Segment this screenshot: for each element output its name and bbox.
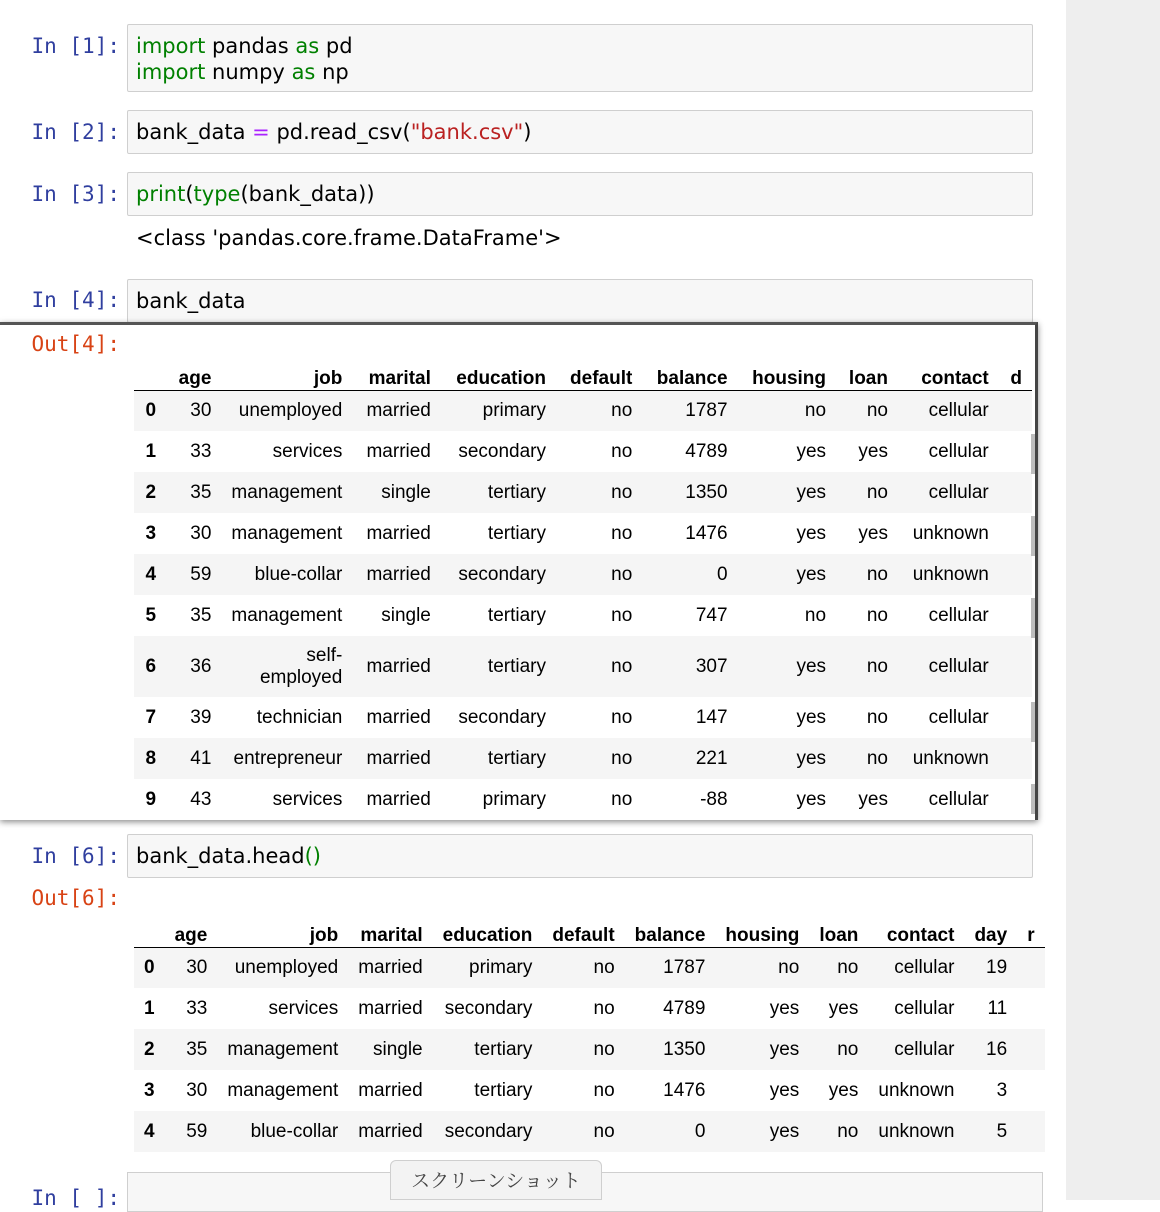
table-row xyxy=(134,513,1032,554)
table-cell: no xyxy=(778,956,800,978)
scroll-indicator-3 xyxy=(1031,598,1035,638)
table-cell: no xyxy=(804,604,827,626)
cell-6-input[interactable] xyxy=(127,834,1033,878)
table-cell-clipped xyxy=(999,779,1032,820)
table-cell: technician xyxy=(256,706,343,728)
table-cell: yes xyxy=(769,997,800,1019)
table-cell: yes xyxy=(828,997,859,1019)
table-cell: services xyxy=(272,440,343,462)
table-cell: primary xyxy=(482,788,546,810)
table-cell: single xyxy=(372,1038,423,1060)
table-cell: married xyxy=(366,440,431,462)
table-cell-clipped xyxy=(1017,1029,1044,1070)
table-cell: 1350 xyxy=(663,1038,706,1060)
column-header: contact xyxy=(868,911,964,947)
column-header: balance xyxy=(642,356,737,390)
table-cell: no xyxy=(611,440,633,462)
table-cell: no xyxy=(866,563,888,585)
paren-1: ( xyxy=(185,182,194,206)
table-row xyxy=(134,554,1032,595)
table-row xyxy=(134,697,1032,738)
table-cell: 5 xyxy=(996,1120,1008,1142)
cell-1-input[interactable] xyxy=(127,24,1033,92)
table-cell: yes xyxy=(769,1079,800,1101)
table-cell-clipped xyxy=(999,390,1032,431)
table-cell-clipped xyxy=(999,738,1032,779)
table-cell: tertiary xyxy=(474,1038,533,1060)
table-cell: unknown xyxy=(912,563,989,585)
table-cell: married xyxy=(366,788,431,810)
table-cell: 1787 xyxy=(663,956,706,978)
table-cell: married xyxy=(358,956,423,978)
table-cell: 30 xyxy=(186,1079,208,1101)
table-cell: cellular xyxy=(928,604,989,626)
table-cell: tertiary xyxy=(487,522,546,544)
table-cell: unknown xyxy=(878,1079,955,1101)
table-cell-clipped xyxy=(999,554,1032,595)
table-cell: no xyxy=(804,399,827,421)
column-header: job xyxy=(217,911,348,947)
table-cell: yes xyxy=(858,788,888,810)
table-cell: primary xyxy=(469,956,533,978)
cell-3-stdout: <class 'pandas.core.frame.DataFrame'> xyxy=(136,226,562,250)
table-cell: blue-collar xyxy=(250,1120,339,1142)
table-cell: no xyxy=(611,747,633,769)
table-cell: cellular xyxy=(928,788,989,810)
table-row xyxy=(134,472,1032,513)
table-cell: married xyxy=(366,399,431,421)
row-index: 4 xyxy=(144,1120,155,1142)
table-cell: no xyxy=(593,997,615,1019)
row-index: 0 xyxy=(144,956,155,978)
fn-print: print xyxy=(136,182,186,206)
table-cell: management xyxy=(231,481,343,503)
table-cell: no xyxy=(866,481,888,503)
right-gutter xyxy=(1066,0,1160,1200)
table-cell-clipped xyxy=(1017,988,1044,1029)
row-index: 3 xyxy=(144,1079,155,1101)
cell-4-input[interactable]: bank_data xyxy=(127,279,1033,323)
column-header: age xyxy=(165,911,218,947)
table-cell: yes xyxy=(796,655,827,677)
table-cell: yes xyxy=(769,1120,800,1142)
table-cell: married xyxy=(366,747,431,769)
table-cell: 59 xyxy=(186,1120,208,1142)
kw-as-2: as xyxy=(291,60,316,84)
column-header: day xyxy=(964,911,1017,947)
table-cell: no xyxy=(837,1120,859,1142)
row-index: 1 xyxy=(145,440,157,462)
cell-2-prompt: In [2]: xyxy=(31,120,120,144)
table-cell-clipped xyxy=(999,431,1032,472)
column-header: default xyxy=(556,356,642,390)
table-cell: 59 xyxy=(190,563,212,585)
table-cell: married xyxy=(358,997,423,1019)
code-call: pd.read_csv( xyxy=(269,120,411,144)
column-header: job xyxy=(221,356,352,390)
table-cell: 147 xyxy=(695,706,728,728)
table-cell: 307 xyxy=(695,655,728,677)
table-row xyxy=(134,947,1045,988)
table-cell: married xyxy=(366,706,431,728)
table-cell: 1350 xyxy=(685,481,728,503)
row-index: 8 xyxy=(145,747,157,769)
table-row xyxy=(134,1029,1045,1070)
column-header: age xyxy=(166,356,221,390)
column-header: housing xyxy=(738,356,837,390)
table-cell: 30 xyxy=(186,956,208,978)
row-index: 2 xyxy=(144,1038,155,1060)
table-cell: yes xyxy=(828,1079,859,1101)
row-index: 1 xyxy=(144,997,155,1019)
column-header: marital xyxy=(348,911,432,947)
table-cell: tertiary xyxy=(487,604,546,626)
table-cell: unknown xyxy=(878,1120,955,1142)
code-close: ) xyxy=(523,120,532,144)
table-cell: no xyxy=(611,481,633,503)
table-cell: unemployed xyxy=(234,956,339,978)
table-row xyxy=(134,988,1045,1029)
scroll-indicator-4 xyxy=(1031,702,1035,742)
table-cell: yes xyxy=(796,747,827,769)
table-cell: primary xyxy=(482,399,546,421)
table-cell: 1476 xyxy=(685,522,728,544)
table-cell: no xyxy=(611,563,633,585)
table-cell: single xyxy=(381,604,431,626)
table-row xyxy=(134,738,1032,779)
paren-3: )) xyxy=(358,182,375,206)
table-cell: yes xyxy=(796,481,827,503)
column-header: contact xyxy=(898,356,999,390)
cell-3-prompt: In [3]: xyxy=(31,182,120,206)
table-cell: yes xyxy=(796,440,827,462)
table-cell: blue-collar xyxy=(254,563,343,585)
row-index: 7 xyxy=(145,706,157,728)
table-cell: married xyxy=(366,655,431,677)
table-cell: unknown xyxy=(912,522,989,544)
table-cell-clipped xyxy=(1017,947,1044,988)
fn-type: type xyxy=(193,182,241,206)
table-cell: secondary xyxy=(444,997,533,1019)
table-cell: no xyxy=(611,399,633,421)
table-cell: no xyxy=(593,1079,615,1101)
dataframe-table-6 xyxy=(134,911,1045,1152)
code-var: bank_data xyxy=(136,120,253,144)
table-cell: no xyxy=(593,1120,615,1142)
table-cell: 43 xyxy=(190,788,212,810)
table-cell: services xyxy=(272,788,343,810)
column-header: education xyxy=(433,911,543,947)
table-cell-clipped xyxy=(999,513,1032,554)
table-cell: no xyxy=(611,604,633,626)
table-cell: 36 xyxy=(190,655,212,677)
kw-import-1: import xyxy=(136,34,206,58)
table-cell: no xyxy=(611,788,633,810)
module-numpy: numpy xyxy=(212,60,285,84)
table-cell-clipped xyxy=(1017,1111,1044,1152)
table-cell: yes xyxy=(858,440,888,462)
column-header: housing xyxy=(715,911,809,947)
table-cell: unknown xyxy=(912,747,989,769)
table-cell: yes xyxy=(769,1038,800,1060)
scroll-indicator-5 xyxy=(1031,784,1035,814)
table-cell: 0 xyxy=(716,563,728,585)
table-cell: married xyxy=(358,1120,423,1142)
row-index: 2 xyxy=(145,481,157,503)
table-cell: 0 xyxy=(694,1120,706,1142)
table-cell: no xyxy=(593,1038,615,1060)
column-header: education xyxy=(441,356,556,390)
kw-import-2: import xyxy=(136,60,206,84)
table-cell: yes xyxy=(796,788,827,810)
table-cell: no xyxy=(866,706,888,728)
column-header: default xyxy=(542,911,624,947)
table-cell: tertiary xyxy=(487,747,546,769)
arg-bank-data: bank_data xyxy=(248,182,359,206)
table-cell-clipped xyxy=(999,595,1032,636)
row-index: 4 xyxy=(145,563,157,585)
table-cell: married xyxy=(366,563,431,585)
table-cell: no xyxy=(593,956,615,978)
cell-1-prompt: In [1]: xyxy=(31,34,120,58)
table-cell: no xyxy=(837,1038,859,1060)
alias-np: np xyxy=(322,60,349,84)
table-row xyxy=(134,1070,1045,1111)
cell-6-prompt: In [6]: xyxy=(31,844,120,868)
table-cell: cellular xyxy=(928,481,989,503)
table-row xyxy=(134,431,1032,472)
table-cell: cellular xyxy=(928,440,989,462)
table-cell-clipped xyxy=(999,636,1032,697)
index-header xyxy=(134,911,165,947)
table-cell: management xyxy=(227,1079,339,1101)
table-cell: 1476 xyxy=(663,1079,706,1101)
cell-2-input[interactable] xyxy=(127,110,1033,154)
table-cell: 3 xyxy=(996,1079,1008,1101)
column-header: loan xyxy=(809,911,868,947)
row-index: 9 xyxy=(145,788,157,810)
table-row xyxy=(134,779,1032,820)
table-cell: 4789 xyxy=(685,440,728,462)
table-cell: secondary xyxy=(458,563,546,585)
table-cell: 39 xyxy=(190,706,212,728)
code-string: "bank.csv" xyxy=(410,120,524,144)
table-cell: no xyxy=(837,956,859,978)
table-cell: 30 xyxy=(190,522,212,544)
table-cell: 11 xyxy=(987,997,1008,1019)
table-row xyxy=(134,390,1032,431)
table-cell: no xyxy=(611,706,633,728)
table-cell: services xyxy=(268,997,339,1019)
table-cell: 35 xyxy=(190,604,212,626)
table-cell: 19 xyxy=(986,956,1008,978)
table-cell: no xyxy=(611,655,633,677)
cell-6-out-prompt: Out[6]: xyxy=(31,886,120,910)
table-cell: yes xyxy=(796,563,827,585)
table-cell: cellular xyxy=(894,956,955,978)
table-cell: no xyxy=(866,604,888,626)
table-cell: tertiary xyxy=(487,481,546,503)
table-cell-clipped xyxy=(999,472,1032,513)
table-cell: no xyxy=(611,522,633,544)
table-cell: self-employed xyxy=(259,644,343,688)
table-cell: cellular xyxy=(928,399,989,421)
table-cell: married xyxy=(358,1079,423,1101)
row-index: 3 xyxy=(145,522,157,544)
table-cell: tertiary xyxy=(487,655,546,677)
table-cell: 33 xyxy=(190,440,212,462)
table-cell: management xyxy=(227,1038,339,1060)
column-header: loan xyxy=(836,356,898,390)
paren-2: ( xyxy=(240,182,249,206)
table-row xyxy=(134,636,1032,697)
module-pandas: pandas xyxy=(212,34,289,58)
kw-as-1: as xyxy=(295,34,320,58)
table-cell: secondary xyxy=(444,1120,533,1142)
table-cell: 221 xyxy=(695,747,728,769)
dataframe-table-4 xyxy=(134,356,1032,820)
code-eq: = xyxy=(252,120,270,144)
screenshot-tab[interactable]: スクリーンショット xyxy=(390,1160,602,1200)
table-cell: tertiary xyxy=(474,1079,533,1101)
table-row xyxy=(134,595,1032,636)
row-index: 5 xyxy=(145,604,157,626)
column-header: balance xyxy=(625,911,716,947)
table-cell: -88 xyxy=(700,788,728,810)
row-index: 6 xyxy=(145,655,157,677)
table-cell: entrepreneur xyxy=(233,747,343,769)
table-cell: 33 xyxy=(186,997,208,1019)
table-cell: 35 xyxy=(186,1038,208,1060)
table-cell: yes xyxy=(796,522,827,544)
table-cell: 16 xyxy=(986,1038,1008,1060)
table-cell: 4789 xyxy=(663,997,706,1019)
table-cell: married xyxy=(366,522,431,544)
cell-3-input[interactable] xyxy=(127,172,1033,216)
column-header: d xyxy=(999,356,1032,390)
table-cell: 41 xyxy=(190,747,212,769)
table-cell: yes xyxy=(858,522,888,544)
table-row xyxy=(134,1111,1045,1152)
table-cell: 30 xyxy=(190,399,212,421)
table-cell: no xyxy=(866,655,888,677)
table-cell: cellular xyxy=(894,1038,955,1060)
scroll-indicator-2 xyxy=(1031,516,1035,556)
cell-4-prompt: In [4]: xyxy=(31,288,120,312)
cell-4-out-prompt: Out[4]: xyxy=(31,332,120,356)
table-cell: single xyxy=(381,481,431,503)
table-cell: no xyxy=(866,747,888,769)
table-cell: yes xyxy=(796,706,827,728)
code-parens: () xyxy=(304,844,321,868)
table-cell-clipped xyxy=(999,697,1032,738)
table-cell-clipped xyxy=(1017,1070,1044,1111)
code-head: bank_data.head xyxy=(136,844,305,868)
table-cell: 35 xyxy=(190,481,212,503)
table-cell: 1787 xyxy=(685,399,728,421)
table-cell: cellular xyxy=(928,706,989,728)
table-cell: 747 xyxy=(695,604,728,626)
table-cell: cellular xyxy=(894,997,955,1019)
column-header: marital xyxy=(352,356,441,390)
row-index: 0 xyxy=(145,399,157,421)
alias-pd: pd xyxy=(325,34,353,58)
scroll-indicator-1 xyxy=(1031,434,1035,474)
cell-7-prompt: In [ ]: xyxy=(31,1186,120,1210)
index-header xyxy=(134,356,166,390)
column-header: r xyxy=(1017,911,1044,947)
table-cell: management xyxy=(231,522,343,544)
table-cell: no xyxy=(866,399,888,421)
table-cell: management xyxy=(231,604,343,626)
table-cell: secondary xyxy=(458,440,546,462)
table-cell: secondary xyxy=(458,706,546,728)
table-cell: unemployed xyxy=(238,399,343,421)
table-cell: cellular xyxy=(928,655,989,677)
